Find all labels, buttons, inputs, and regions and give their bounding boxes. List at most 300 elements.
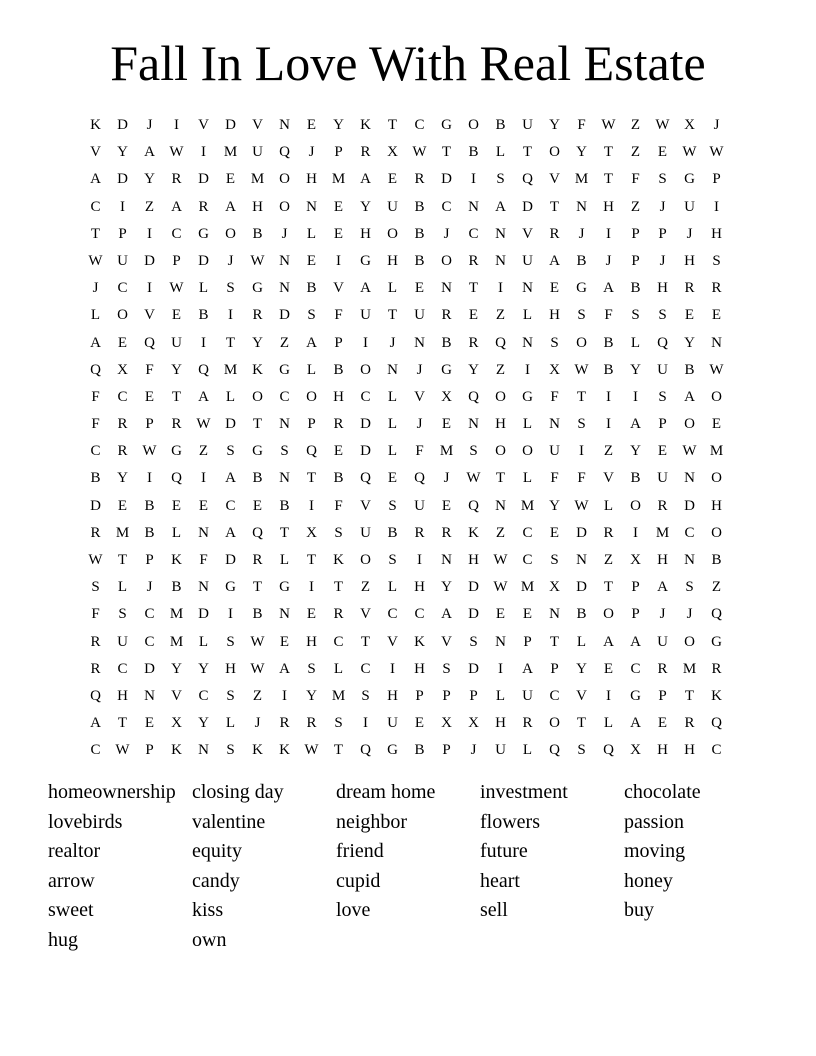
grid-letter: R — [549, 225, 560, 242]
grid-letter: R — [90, 524, 101, 541]
grid-letter: I — [363, 715, 368, 732]
grid-letter: C — [117, 660, 128, 677]
grid-row — [82, 629, 730, 656]
grid-letter: M — [709, 443, 724, 460]
grid-letter: C — [684, 524, 695, 541]
grid-letter: Y — [144, 171, 155, 188]
grid-letter: I — [174, 117, 179, 133]
grid-letter: E — [414, 715, 425, 732]
grid-letter: H — [414, 579, 425, 596]
grid-letter: K — [468, 524, 479, 541]
grid-letter: L — [387, 579, 398, 596]
grid-letter: D — [468, 660, 479, 677]
grid-letter: V — [522, 225, 533, 242]
grid-letter: Q — [198, 361, 209, 378]
grid-row — [82, 384, 730, 411]
grid-letter: Y — [630, 361, 641, 378]
grid-row — [82, 656, 730, 683]
grid-letter: U — [414, 497, 425, 514]
grid-letter: B — [387, 524, 398, 541]
grid-letter: Y — [630, 443, 641, 460]
grid-letter: A — [306, 334, 317, 351]
grid-letter: D — [225, 117, 236, 133]
grid-letter: U — [684, 198, 695, 215]
grid-letter: H — [414, 660, 425, 677]
grid-letter: C — [117, 388, 128, 405]
grid-letter: L — [387, 443, 398, 460]
grid-letter: S — [226, 443, 235, 460]
grid-letter: D — [198, 171, 209, 188]
grid-letter: H — [684, 742, 695, 759]
grid-letter: B — [414, 225, 425, 242]
grid-letter: Q — [144, 334, 155, 351]
grid-letter: C — [414, 606, 425, 623]
grid-letter: E — [144, 388, 155, 405]
grid-letter: O — [441, 252, 452, 269]
word-bank-row — [48, 837, 768, 867]
grid-letter: G — [198, 225, 209, 242]
grid-letter: T — [171, 388, 182, 405]
grid-letter: E — [441, 497, 452, 514]
grid-letter: T — [360, 633, 371, 650]
grid-letter: P — [658, 687, 667, 704]
grid-letter: A — [225, 470, 236, 487]
grid-letter: G — [279, 579, 290, 596]
grid-letter: U — [360, 524, 371, 541]
grid-letter: R — [279, 715, 290, 732]
grid-letter: Y — [171, 660, 182, 677]
grid-letter: T — [333, 742, 344, 759]
grid-letter: P — [469, 687, 478, 704]
word-bank-item: closing day — [192, 781, 284, 803]
grid-letter: X — [630, 552, 641, 568]
grid-letter: Q — [306, 443, 317, 460]
grid-letter: R — [333, 416, 344, 433]
grid-letter: G — [684, 171, 695, 188]
grid-letter: K — [252, 361, 263, 378]
grid-letter: C — [117, 280, 128, 297]
grid-letter: J — [281, 225, 288, 242]
grid-letter: Y — [549, 497, 560, 514]
grid-letter: Q — [171, 470, 182, 487]
grid-letter: L — [522, 416, 533, 433]
grid-letter: T — [90, 225, 101, 242]
grid-letter: E — [657, 443, 668, 460]
grid-letter: G — [252, 443, 263, 460]
grid-letter: D — [360, 416, 371, 433]
grid-letter: G — [387, 742, 398, 759]
grid-letter: L — [387, 280, 398, 297]
grid-letter: U — [171, 334, 182, 351]
word-bank-item: sell — [480, 899, 508, 922]
grid-letter: T — [522, 144, 533, 161]
grid-letter: P — [145, 552, 154, 568]
grid-letter: A — [360, 280, 371, 297]
grid-letter: O — [711, 470, 722, 487]
word-bank-item: chocolate — [624, 781, 701, 803]
grid-letter: B — [576, 606, 587, 623]
grid-letter: L — [576, 633, 587, 650]
grid-letter: B — [468, 144, 479, 161]
grid-letter: P — [442, 687, 451, 704]
grid-letter: Q — [252, 524, 263, 541]
grid-letter: U — [252, 144, 263, 161]
grid-letter: O — [495, 388, 506, 405]
grid-letter: E — [144, 715, 155, 732]
grid-letter: A — [603, 633, 614, 650]
grid-letter: U — [414, 307, 425, 324]
grid-letter: R — [684, 715, 695, 732]
grid-letter: Q — [495, 334, 506, 351]
grid-letter: O — [576, 334, 587, 351]
grid-letter: O — [387, 225, 398, 242]
grid-letter: E — [333, 443, 344, 460]
grid-letter: N — [576, 198, 587, 215]
grid-row — [82, 275, 730, 302]
grid-letter: S — [91, 579, 100, 596]
grid-letter: D — [144, 252, 155, 269]
grid-letter: E — [684, 307, 695, 324]
grid-row — [82, 547, 730, 574]
grid-letter: J — [416, 416, 423, 433]
grid-letter: N — [684, 470, 695, 487]
grid-letter: H — [495, 715, 506, 732]
grid-letter: W — [88, 252, 103, 269]
grid-letter: E — [117, 334, 128, 351]
grid-letter: P — [631, 579, 640, 596]
grid-letter: Q — [414, 470, 425, 487]
grid-letter: E — [387, 470, 398, 487]
grid-row — [82, 601, 730, 628]
grid-row — [82, 710, 730, 737]
grid-letter: W — [574, 497, 589, 514]
grid-letter: I — [201, 470, 206, 487]
grid-letter: J — [686, 225, 693, 242]
grid-letter: K — [171, 742, 182, 759]
grid-letter: G — [711, 633, 722, 650]
grid-letter: R — [414, 171, 425, 188]
page-title: Fall In Love With Real Estate — [110, 35, 706, 91]
grid-letter: Z — [252, 687, 263, 704]
grid-letter: T — [387, 117, 398, 133]
grid-letter: H — [306, 633, 317, 650]
grid-letter: L — [387, 388, 398, 405]
grid-letter: R — [333, 606, 344, 623]
grid-letter: X — [387, 144, 398, 161]
grid-letter: R — [117, 416, 128, 433]
grid-letter: S — [469, 443, 478, 460]
grid-letter: X — [171, 715, 182, 732]
grid-letter: Q — [468, 388, 479, 405]
grid-letter: N — [198, 524, 209, 541]
grid-letter: S — [496, 171, 505, 188]
grid-letter: H — [657, 280, 668, 297]
grid-letter: S — [226, 742, 235, 759]
grid-letter: B — [603, 361, 614, 378]
grid-row — [82, 737, 730, 764]
grid-letter: E — [306, 606, 317, 623]
grid-letter: M — [520, 579, 535, 596]
grid-letter: P — [415, 687, 424, 704]
grid-letter: L — [522, 470, 533, 487]
grid-letter: R — [468, 334, 479, 351]
grid-letter: M — [223, 144, 238, 161]
grid-letter: Z — [144, 198, 155, 215]
grid-letter: Y — [441, 579, 452, 596]
grid-letter: L — [603, 497, 614, 514]
grid-letter: H — [360, 225, 371, 242]
grid-letter: E — [522, 606, 533, 623]
grid-letter: B — [333, 361, 344, 378]
grid-letter: C — [279, 388, 290, 405]
grid-letter: N — [279, 470, 290, 487]
grid-letter: R — [684, 280, 695, 297]
grid-letter: I — [363, 334, 368, 351]
grid-letter: C — [522, 524, 533, 541]
grid-letter: W — [493, 579, 508, 596]
grid-letter: N — [468, 416, 479, 433]
grid-letter: Z — [711, 579, 722, 596]
word-bank-item: arrow — [48, 869, 95, 892]
grid-letter: E — [549, 280, 560, 297]
grid-letter: K — [279, 742, 290, 759]
grid-letter: U — [522, 252, 533, 269]
grid-letter: E — [468, 307, 479, 324]
grid-letter: O — [630, 497, 641, 514]
grid-letter: R — [468, 252, 479, 269]
grid-letter: K — [90, 117, 101, 133]
grid-letter: I — [309, 579, 314, 596]
grid-letter: H — [684, 252, 695, 269]
grid-letter: O — [360, 361, 371, 378]
grid-letter: K — [360, 117, 371, 133]
grid-letter: J — [92, 280, 99, 297]
grid-letter: D — [198, 252, 209, 269]
grid-letter: P — [145, 416, 154, 433]
grid-letter: V — [333, 280, 344, 297]
grid-letter: Y — [252, 334, 263, 351]
grid-letter: W — [412, 144, 427, 161]
grid-letter: R — [711, 660, 722, 677]
grid-letter: M — [250, 171, 265, 188]
grid-letter: Y — [576, 144, 587, 161]
grid-letter: R — [441, 307, 452, 324]
grid-letter: T — [441, 144, 452, 161]
word-bank-item: equity — [192, 840, 242, 863]
grid-letter: N — [495, 225, 506, 242]
grid-letter: S — [577, 742, 586, 759]
grid-letter: C — [711, 742, 722, 759]
grid-letter: N — [414, 334, 425, 351]
word-bank-item: friend — [336, 840, 384, 863]
grid-letter: M — [439, 443, 454, 460]
grid-letter: C — [630, 660, 641, 677]
grid-letter: V — [576, 687, 587, 704]
grid-letter: H — [657, 552, 668, 568]
grid-letter: B — [414, 742, 425, 759]
grid-letter: P — [631, 252, 640, 269]
grid-letter: A — [144, 144, 155, 161]
word-bank-item: realtor — [48, 840, 101, 863]
grid-letter: L — [198, 633, 209, 650]
grid-letter: D — [144, 660, 155, 677]
grid-letter: N — [522, 334, 533, 351]
grid-letter: S — [118, 606, 127, 623]
grid-letter: R — [252, 552, 263, 568]
grid-letter: X — [630, 742, 641, 759]
grid-letter: F — [334, 307, 343, 324]
grid-letter: S — [631, 307, 640, 324]
grid-letter: Q — [90, 361, 101, 378]
grid-letter: G — [630, 687, 641, 704]
grid-letter: A — [90, 334, 101, 351]
grid-letter: J — [659, 198, 666, 215]
grid-letter: M — [331, 687, 346, 704]
grid-letter: H — [225, 660, 236, 677]
grid-letter: P — [307, 416, 316, 433]
grid-letter: D — [522, 198, 533, 215]
grid-letter: N — [198, 742, 209, 759]
grid-letter: M — [574, 171, 589, 188]
grid-letter: F — [145, 361, 154, 378]
grid-letter: B — [414, 252, 425, 269]
grid-letter: E — [549, 524, 560, 541]
grid-letter: V — [603, 470, 614, 487]
grid-letter: Z — [630, 198, 641, 215]
grid-letter: L — [522, 307, 533, 324]
grid-letter: Q — [279, 144, 290, 161]
grid-letter: D — [441, 171, 452, 188]
grid-letter: B — [198, 307, 209, 324]
grid-letter: I — [498, 280, 503, 297]
grid-letter: E — [252, 497, 263, 514]
grid-letter: N — [549, 606, 560, 623]
word-bank-item: valentine — [192, 810, 266, 833]
grid-letter: Y — [549, 117, 560, 133]
grid-letter: Y — [117, 144, 128, 161]
grid-letter: T — [117, 715, 128, 732]
grid-letter: L — [225, 715, 236, 732]
grid-letter: Z — [198, 443, 209, 460]
grid-letter: W — [682, 144, 697, 161]
grid-letter: C — [144, 633, 155, 650]
word-bank-item: investment — [480, 781, 568, 803]
grid-letter: E — [657, 715, 668, 732]
grid-letter: R — [171, 416, 182, 433]
grid-letter: Q — [549, 742, 560, 759]
word-bank-row — [48, 896, 768, 926]
grid-letter: V — [360, 606, 371, 623]
grid-letter: X — [441, 715, 452, 732]
grid-letter: P — [523, 633, 532, 650]
grid-letter: U — [360, 307, 371, 324]
grid-letter: T — [549, 198, 560, 215]
grid-letter: Q — [603, 742, 614, 759]
grid-letter: H — [306, 171, 317, 188]
grid-letter: Y — [576, 660, 587, 677]
grid-letter: O — [522, 443, 533, 460]
grid-letter: P — [658, 416, 667, 433]
grid-letter: N — [549, 416, 560, 433]
grid-letter: F — [550, 388, 559, 405]
grid-letter: P — [334, 334, 343, 351]
grid-letter: W — [304, 742, 319, 759]
word-bank-item: moving — [624, 840, 686, 863]
grid-letter: E — [414, 280, 425, 297]
grid-letter: O — [279, 198, 290, 215]
grid-letter: Y — [117, 470, 128, 487]
word-bank-item: buy — [624, 899, 654, 922]
grid-letter: R — [414, 524, 425, 541]
grid-letter: F — [334, 497, 343, 514]
grid-letter: T — [306, 552, 317, 568]
grid-letter: U — [387, 198, 398, 215]
grid-letter: F — [91, 416, 100, 433]
grid-letter: H — [495, 416, 506, 433]
grid-letter: S — [307, 660, 316, 677]
grid-letter: I — [471, 171, 476, 188]
grid-letter: X — [549, 579, 560, 596]
grid-letter: V — [360, 497, 371, 514]
grid-letter: N — [279, 606, 290, 623]
grid-letter: C — [441, 198, 452, 215]
grid-letter: S — [550, 334, 559, 351]
grid-letter: O — [360, 552, 371, 568]
grid-letter: L — [171, 524, 182, 541]
grid-letter: O — [117, 307, 128, 324]
word-bank-item: sweet — [48, 899, 94, 922]
grid-letter: A — [684, 388, 695, 405]
grid-letter: B — [279, 497, 290, 514]
grid-letter: E — [306, 252, 317, 269]
grid-letter: I — [147, 470, 152, 487]
grid-letter: O — [252, 388, 263, 405]
grid-letter: A — [225, 198, 236, 215]
grid-letter: N — [522, 280, 533, 297]
grid-letter: P — [172, 252, 181, 269]
grid-letter: Y — [684, 334, 695, 351]
grid-letter: B — [441, 334, 452, 351]
grid-letter: T — [684, 687, 695, 704]
grid-letter: T — [252, 416, 263, 433]
grid-letter: V — [441, 633, 452, 650]
word-bank-item: flowers — [480, 810, 540, 833]
grid-letter: A — [549, 252, 560, 269]
grid-letter: P — [631, 225, 640, 242]
grid-letter: F — [199, 552, 208, 568]
grid-letter: R — [171, 171, 182, 188]
word-bank-item: honey — [624, 869, 673, 892]
grid-letter: F — [91, 388, 100, 405]
grid-letter: B — [171, 579, 182, 596]
grid-letter: H — [387, 252, 398, 269]
grid-letter: A — [90, 171, 101, 188]
grid-letter: V — [549, 171, 560, 188]
grid-letter: A — [441, 606, 452, 623]
grid-letter: B — [711, 552, 722, 568]
grid-letter: J — [686, 606, 693, 623]
grid-letter: D — [117, 171, 128, 188]
grid-letter: O — [225, 225, 236, 242]
grid-letter: A — [171, 198, 182, 215]
grid-letter: M — [169, 606, 184, 623]
grid-letter: T — [495, 470, 506, 487]
grid-letter: S — [388, 552, 397, 568]
grid-letter: W — [196, 416, 211, 433]
grid-letter: N — [198, 579, 209, 596]
grid-letter: N — [144, 687, 155, 704]
grid-letter: R — [90, 660, 101, 677]
